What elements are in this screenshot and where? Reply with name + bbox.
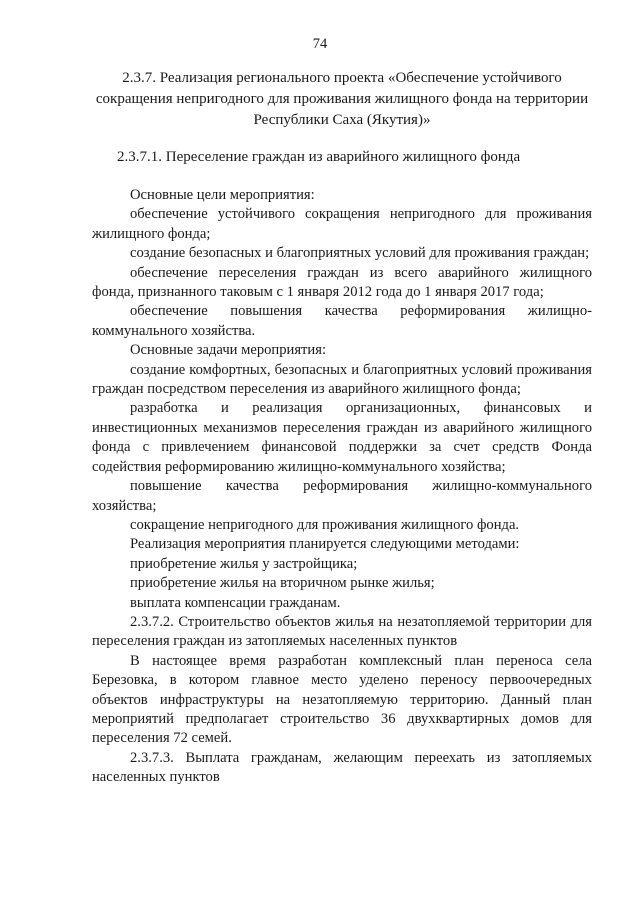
paragraph-task-2: разработка и реализация организационных, финансовых и инвестиционных механизмов переселения граждан из аварийного жилищного фонда с привлечением финансовой поддержки за счет средств Фонда содействия реформированию жилищно-коммунального хозяйства;: [92, 400, 592, 475]
paragraph-method-3: выплата компенсации гражданам.: [130, 594, 341, 611]
paragraph-method-1: приобретение жилья у застройщика;: [130, 555, 358, 572]
paragraph-goal-4: обеспечение повышения качества реформирования жилищно-коммунального хозяйства.: [92, 303, 592, 339]
paragraph-method-2: приобретение жилья на вторичном рынке жилья;: [130, 575, 435, 592]
paragraph-section-2-3-7-3: 2.3.7.3. Выплата гражданам, желающим переехать из затопляемых населенных пунктов: [92, 749, 592, 786]
body-text: [92, 186, 592, 788]
paragraph-goal-2: создание безопасных и благоприятных условий для проживания граждан;: [130, 245, 590, 262]
paragraph-tasks-heading: Основные задачи мероприятия:: [130, 342, 327, 359]
paragraph-goal-3: обеспечение переселения граждан из всего аварийного жилищного фонда, признанного таковым с 1 января 2012 года до 1 января 2017 года;: [92, 264, 592, 301]
paragraph-goal-1: обеспечение устойчивого сокращения непригодного для проживания жилищного фонда;: [92, 206, 592, 242]
subsection-title: 2.3.7.1. Переселение граждан из аварийного жилищного фонда: [117, 149, 521, 165]
section-title: 2.3.7. Реализация регионального проекта «Обеспечение устойчивого сокращения непригодного для проживания жилищного фонда на территории Республики Саха (Якутия)»: [95, 70, 589, 128]
paragraph-task-4: сокращение непригодного для проживания жилищного фонда.: [130, 516, 520, 533]
paragraph-section-2-3-7-2: 2.3.7.2. Строительство объектов жилья на незатопляемой территории для переселения граждан из затопляемых населенных пунктов: [92, 613, 592, 650]
page-number: 74: [312, 36, 328, 52]
paragraph-task-1: создание комфортных, безопасных и благоприятных условий проживания граждан посредством переселения из аварийного жилищного фонда;: [92, 361, 592, 398]
paragraph-methods-heading: Реализация мероприятия планируется следующими методами:: [130, 536, 520, 553]
paragraph-goals-heading: Основные цели мероприятия:: [130, 187, 315, 203]
paragraph-task-3: повышение качества реформирования жилищно-коммунального хозяйства;: [92, 478, 592, 514]
paragraph-berezovka-plan: В настоящее время разработан комплексный план переноса села Березовка, в котором главное место уделено переносу первоочередных объектов инфраструктуры на незатопляемую территорию. Данный план мероприятий предполагает строительство 36 двухквартирных домов для переселения 72 семей.: [92, 652, 592, 747]
